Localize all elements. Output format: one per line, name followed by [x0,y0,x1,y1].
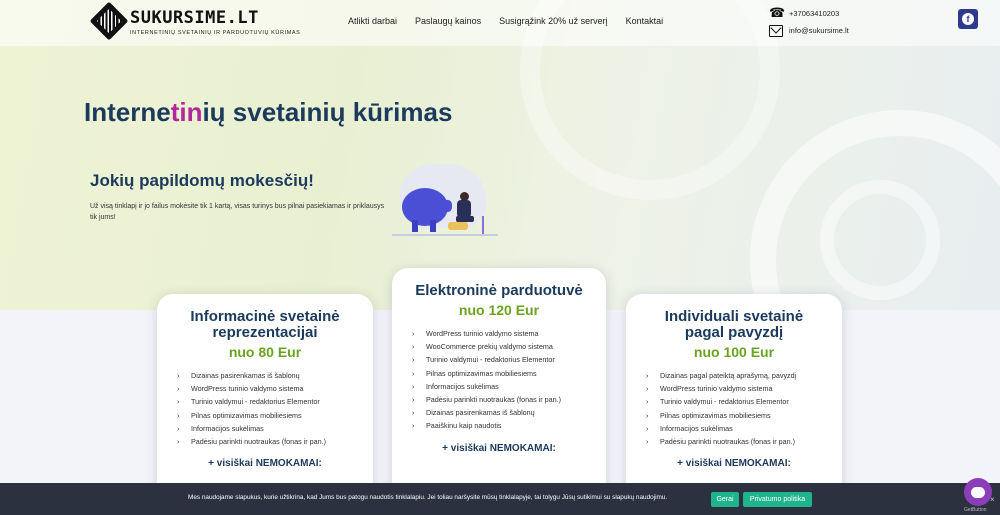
phone-row[interactable] [769,5,849,22]
feature-list [646,369,842,448]
card-free-label: + visiškai NEMOKAMAI: [208,458,322,470]
list-item: › WordPress turinio valdymo sistema [646,382,842,395]
cookie-accept-button[interactable]: Gerai [711,492,739,507]
facebook-button[interactable] [958,9,978,29]
list-item: › WordPress turinio valdymo sistema [412,327,606,340]
hero-title-part: Interne [84,97,171,127]
pricing-card-individuali [626,294,842,515]
cookie-text: Mes naudojame slapukus, kurie užtikrina, kad Jums bus patogu naudotis tinklalapiu. Jei toliau naršysite mūsų tinklalapyje, tai tolygu Jūsų sutikimui su slapukų naudojimu. [188,494,668,501]
main-nav [348,16,681,26]
pricing-card-parduotuve [392,268,606,515]
card-price: nuo 100 Eur [693,344,775,360]
close-widget-icon[interactable]: × [990,495,995,504]
site-logo[interactable] [90,2,301,42]
chevron-right-icon: › [412,396,415,404]
chevron-right-icon: › [646,386,649,394]
facebook-icon: f [962,13,974,25]
logo-mark-icon [90,2,129,41]
chevron-right-icon: › [412,344,415,352]
chevron-right-icon: › [646,399,649,407]
chevron-right-icon: › [412,331,415,338]
list-item: › Informacijos sukėlimas [177,422,373,435]
list-item: › Padėsiu parinkti nuotraukas (fonas ir pan.) [412,393,606,406]
piggy-bank-illustration [390,160,500,242]
list-item: › Padėsiu parinkti nuotraukas (fonas ir pan.) [646,435,842,448]
list-item: › Turinio valdymui - redaktorius Elementor [646,395,842,408]
list-item: › Informacijos sukėlimas [412,380,606,393]
widget-label: GetButton [964,507,987,513]
list-item: › Pilnas optimizavimas mobiliesiems [177,409,373,422]
card-title: Informacinė svetainė reprezentacijai [190,308,340,341]
nav-link-susigrazink[interactable]: Susigrąžink 20% už serverį [499,16,608,26]
chevron-right-icon: › [412,423,415,431]
hero-description: Už visą tinklapį ir jo failus mokėsite tik 1 kartą, visas turinys bus pilnai pasiekiamas ir priklausys tik jums! [90,203,385,221]
chevron-right-icon: › [412,357,415,365]
feature-list [177,369,373,448]
chevron-right-icon: › [177,438,180,446]
chevron-right-icon: › [646,438,649,446]
chevron-right-icon: › [177,386,180,394]
nav-link-kontaktai[interactable]: Kontaktai [625,16,664,26]
feature-list [412,327,606,433]
nav-link-atlikti-darbai[interactable]: Atlikti darbai [348,16,398,26]
list-item: › WooCommerce prekių valdymo sistema [412,340,606,353]
list-item: › Turinio valdymui - redaktorius Elementor [177,395,373,408]
card-title: Individuali svetainė pagal pavyzdį [664,308,804,341]
chevron-right-icon: › [412,410,415,418]
list-item: › Turinio valdymui - redaktorius Elementor [412,353,606,366]
nav-link-paslaugu-kainos[interactable]: Paslaugų kainos [415,16,482,26]
list-item: › Dizainas pasirenkamas iš šablonų [412,406,606,419]
list-item: › Informacijos sukėlimas [646,422,842,435]
mail-icon [769,25,783,37]
chevron-right-icon: › [412,383,415,391]
card-free-label: + visiškai NEMOKAMAI: [442,442,556,454]
phone-icon [769,8,783,20]
chevron-right-icon: › [646,373,649,380]
card-free-label: + visiškai NEMOKAMAI: [677,458,791,470]
phone-number: +37063410203 [789,9,840,18]
chat-bubble-icon [971,487,985,498]
cookie-banner [0,483,1000,515]
list-item: › Paaiškinu kaip naudotis [412,419,606,432]
privacy-policy-button[interactable]: Privatumo politika [743,492,812,507]
chevron-right-icon: › [177,412,180,420]
card-price: nuo 120 Eur [458,302,540,318]
card-title: Elektroninė parduotuvė [415,282,583,299]
email-address: info@sukursime.lt [789,26,849,35]
list-item: › Padėsiu parinkti nuotraukas (fonas ir pan.) [177,435,373,448]
chevron-right-icon: › [177,399,180,407]
header-contact [769,5,849,39]
logo-name: SUKURSIME.LT [130,8,259,28]
logo-tagline: INTERNETINIŲ SVETAINIŲ IR PARDUOTUVIŲ KŪRIMAS [130,30,301,36]
list-item: › Pilnas optimizavimas mobiliesiems [412,367,606,380]
hero-subtitle: Jokių papildomų mokesčių! [90,171,314,190]
list-item: › Dizainas pagal pateiktą aprašymą, pavyzdį [646,369,842,382]
pricing-card-informacine [157,294,373,515]
chevron-right-icon: › [646,412,649,420]
list-item: › Dizainas pasirenkamas iš šablonų [177,369,373,382]
chat-widget-button[interactable] [964,478,992,506]
list-item: › WordPress turinio valdymo sistema [177,382,373,395]
hero-title-part: ių svetainių kūrimas [202,97,453,127]
email-row[interactable] [769,22,849,39]
chevron-right-icon: › [412,370,415,378]
card-price: nuo 80 Eur [228,344,302,360]
hero-title [84,97,452,128]
chevron-right-icon: › [177,425,180,433]
gear-decoration [820,180,940,300]
site-header [0,0,1000,46]
chevron-right-icon: › [177,373,180,380]
list-item: › Pilnas optimizavimas mobiliesiems [646,409,842,422]
chevron-right-icon: › [646,425,649,433]
hero-title-highlight: tin [170,97,203,127]
